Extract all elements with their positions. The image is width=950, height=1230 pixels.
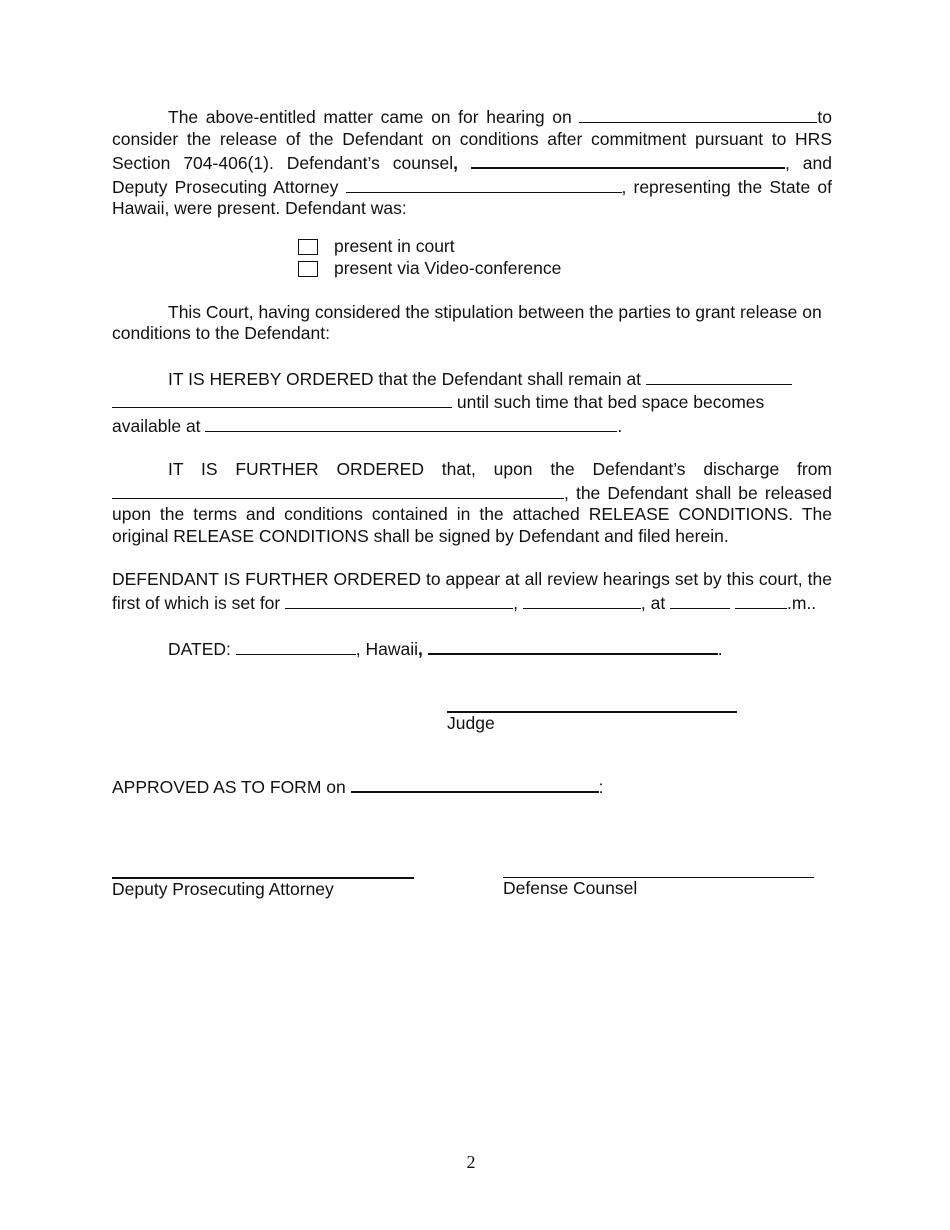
checkbox-in-court[interactable] [298, 239, 318, 255]
review-ampm-blank[interactable] [735, 591, 787, 609]
bed-space-location-blank[interactable] [205, 414, 617, 432]
dated-date-blank[interactable] [236, 637, 356, 655]
option-label: present in court [334, 235, 455, 256]
counsel-signatures [112, 877, 832, 901]
prosecutor-blank[interactable] [346, 175, 622, 193]
dated-comma: , [418, 639, 423, 659]
remain-text-3: . [617, 415, 623, 436]
hearing-text-4: , representing the State of Hawaii, were present. Defendant was: [112, 176, 832, 218]
remain-order-paragraph [112, 367, 832, 438]
discharge-facility-blank[interactable] [112, 481, 564, 499]
dated-place: , Hawaii [355, 639, 418, 659]
dated-line [112, 636, 832, 661]
remain-location-blank[interactable] [646, 367, 792, 385]
option-label: present via Video-conference [334, 257, 562, 278]
hearing-paragraph: The above-entitled matter came on for hearing on to consider the release of the Defendant on conditions after commitment pursuant to HRS Section 704-406(1). Defendant’s counsel, , and Deputy Prosecuting Attorney , representing the State of Hawaii, were present. Defendant was: [112, 107, 832, 218]
review-time-blank[interactable] [670, 591, 730, 609]
dated-end: . [717, 639, 723, 659]
hearing-date-blank[interactable] [579, 105, 817, 123]
review-day-blank[interactable] [523, 591, 641, 609]
defense-signature-block [503, 877, 814, 901]
dated-label: DATED: [168, 639, 231, 659]
checkbox-video[interactable] [298, 261, 318, 277]
defense-counsel-blank[interactable] [471, 150, 785, 169]
hearing-text-3: , and Deputy Prosecuting Attorney [112, 153, 832, 197]
prosecutor-label: Deputy Prosecuting Attorney [112, 878, 334, 899]
review-text-4: .m.. [786, 592, 817, 613]
review-text-3: , at [640, 592, 666, 613]
review-text-2: , [513, 592, 518, 613]
discharge-text-1: IT IS FURTHER ORDERED that, upon the Defendant’s discharge from [168, 459, 832, 479]
defense-label: Defense Counsel [503, 877, 638, 898]
discharge-text-2: , the Defendant shall be released upon the terms and conditions contained in the attached RELEASE CONDITIONS. The original RELEASE CONDITIONS shall be signed by Defendant and filed herein. [112, 482, 832, 546]
approved-date-blank[interactable] [351, 774, 599, 793]
hearing-text-2: to consider the release of the Defendant on conditions after commitment pursuant to HRS Section 704-406(1). Defendant’s counsel [112, 107, 832, 173]
approved-label: APPROVED AS TO FORM on [112, 777, 346, 797]
page-number: 2 [466, 1152, 476, 1172]
review-date-blank[interactable] [285, 591, 513, 609]
remain-text-1: IT IS HEREBY ORDERED that the Defendant shall remain at [168, 368, 642, 389]
judge-label: Judge [447, 712, 495, 733]
discharge-order-paragraph [112, 459, 832, 547]
stipulation-paragraph: This Court, having considered the stipulation between the parties to grant release on conditions to the Defendant: [112, 301, 822, 343]
dated-year-blank[interactable] [428, 636, 718, 655]
review-hearing-paragraph [112, 569, 832, 614]
option-present-video[interactable] [298, 258, 832, 280]
judge-signature-block [447, 711, 737, 735]
presence-options [298, 236, 832, 280]
order-document [112, 105, 832, 900]
prosecutor-signature-block [112, 877, 414, 901]
option-present-in-court[interactable] [298, 236, 832, 258]
approved-line [112, 774, 832, 799]
remain-text-2: until such time that bed space becomes available at [112, 392, 765, 436]
approved-colon: : [598, 777, 604, 797]
hearing-text-1: The above-entitled matter came on for hearing on [168, 107, 572, 127]
review-text-1: DEFENDANT IS FURTHER ORDERED to appear at all review hearings set by this court, the first of which is set for [112, 569, 832, 613]
remain-location-blank-2[interactable] [112, 390, 452, 408]
